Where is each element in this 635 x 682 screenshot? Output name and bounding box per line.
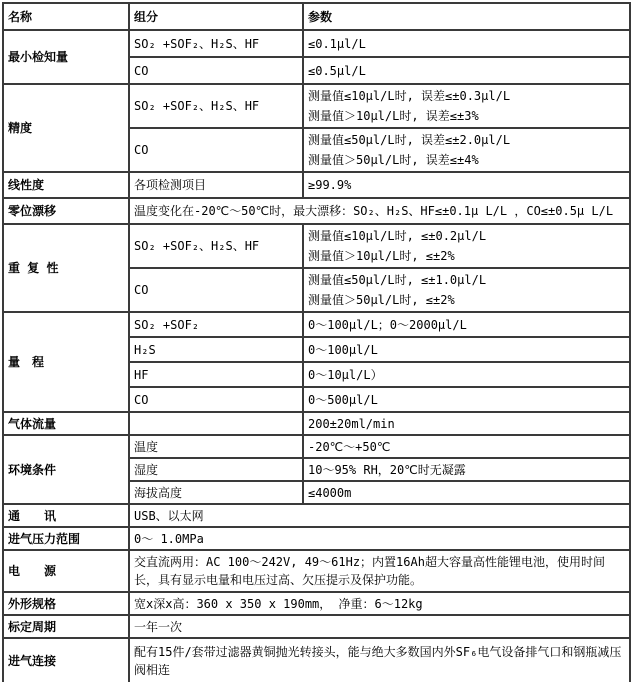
- table-row: [3, 198, 630, 224]
- accuracy-parameter-1: [303, 84, 630, 128]
- range-component-4: CO: [129, 387, 303, 412]
- inlet-pressure-parameter: 0～ 1.0MPa: [129, 527, 630, 550]
- repeatability-parameter-1: [303, 224, 630, 268]
- table-row: [3, 550, 630, 592]
- range-component-1: SO₂ +SOF₂: [129, 312, 303, 337]
- range-parameter-3: 0～10μl/L）: [303, 362, 630, 387]
- range-parameter-1: 0～100μl/L；0～2000μl/L: [303, 312, 630, 337]
- range-parameter-4: 0～500μl/L: [303, 387, 630, 412]
- accuracy-component-2: CO: [129, 128, 303, 172]
- range-parameter-2: 0～100μl/L: [303, 337, 630, 362]
- table-row: [3, 592, 630, 615]
- accuracy-parameter-2: [303, 128, 630, 172]
- environment-component-1: 温度: [129, 435, 303, 458]
- calibration-parameter: 一年一次: [129, 615, 630, 638]
- row-label-min-detect: 最小检知量: [3, 30, 129, 84]
- gas-flow-parameter: 200±20ml/min: [303, 412, 630, 435]
- row-label-gas-flow: 气体流量: [3, 412, 129, 435]
- column-header-component: 组分: [129, 3, 303, 30]
- row-label-dimensions: 外形规格: [3, 592, 129, 615]
- repeatability-parameter-1-line-1: 测量值≤10μl/L时, ≤±0.2μl/L: [308, 229, 487, 243]
- row-label-linearity: 线性度: [3, 172, 129, 198]
- zero-drift-parameter: 温度变化在-20℃～50℃时，最大漂移：SO₂、H₂S、HF≤±0.1μ L/L ，CO≤±0.5μ L/L: [129, 198, 630, 224]
- table-row: [3, 412, 630, 435]
- row-label-communication: 通 讯: [3, 504, 129, 527]
- row-label-environment: 环境条件: [3, 435, 129, 504]
- table-row: [3, 638, 630, 682]
- table-row: [3, 84, 630, 128]
- table-row: [3, 30, 630, 57]
- row-label-range: 量 程: [3, 312, 129, 412]
- inlet-connection-parameter: 配有15件/套带过滤器黄铜抛光转接头，能与绝大多数国内外SF₆电气设备排气口和钢瓶减压阀相连: [129, 638, 630, 682]
- power-parameter: 交直流两用：AC 100～242V, 49～61Hz；内置16Ah超大容量高性能锂电池，使用时间长，具有显示电量和电压过高、欠压提示及保护功能。: [129, 550, 630, 592]
- accuracy-component-1: SO₂ +SOF₂、H₂S、HF: [129, 84, 303, 128]
- spec-table: [2, 2, 631, 682]
- environment-parameter-3: ≤4000m: [303, 481, 630, 504]
- linearity-parameter: ≥99.9%: [303, 172, 630, 198]
- table-row: [3, 435, 630, 458]
- communication-parameter: USB、以太网: [129, 504, 630, 527]
- repeatability-component-2: CO: [129, 268, 303, 312]
- accuracy-parameter-1-line-1: 测量值≤10μl/L时, 误差≤±0.3μl/L: [308, 89, 511, 103]
- repeatability-parameter-1-line-2: 测量值＞10μl/L时, ≤±2%: [308, 249, 455, 263]
- environment-parameter-2: 10～95% RH，20℃时无凝露: [303, 458, 630, 481]
- table-row: [3, 224, 630, 268]
- row-label-power: 电 源: [3, 550, 129, 592]
- column-header-name: 名称: [3, 3, 129, 30]
- table-row: [3, 527, 630, 550]
- row-label-accuracy: 精度: [3, 84, 129, 172]
- dimensions-parameter: 宽x深x高：360 x 350 x 190mm， 净重：6～12kg: [129, 592, 630, 615]
- table-header-row: [3, 3, 630, 30]
- min-detect-component-2: CO: [129, 57, 303, 84]
- range-component-2: H₂S: [129, 337, 303, 362]
- gas-flow-component-empty: [129, 412, 303, 435]
- row-label-zero-drift: 零位漂移: [3, 198, 129, 224]
- table-row: [3, 504, 630, 527]
- linearity-component: 各项检测项目: [129, 172, 303, 198]
- repeatability-parameter-2-line-1: 测量值≤50μl/L时, ≤±1.0μl/L: [308, 273, 487, 287]
- table-row: [3, 615, 630, 638]
- environment-component-3: 海拔高度: [129, 481, 303, 504]
- row-label-calibration: 标定周期: [3, 615, 129, 638]
- row-label-inlet-pressure: 进气压力范围: [3, 527, 129, 550]
- min-detect-parameter-2: ≤0.5μl/L: [303, 57, 630, 84]
- row-label-repeatability: 重 复 性: [3, 224, 129, 312]
- table-row: [3, 312, 630, 337]
- environment-parameter-1: -20℃～+50℃: [303, 435, 630, 458]
- column-header-parameter: 参数: [303, 3, 630, 30]
- accuracy-parameter-1-line-2: 测量值＞10μl/L时, 误差≤±3%: [308, 109, 479, 123]
- min-detect-component-1: SO₂ +SOF₂、H₂S、HF: [129, 30, 303, 57]
- range-component-3: HF: [129, 362, 303, 387]
- repeatability-parameter-2: [303, 268, 630, 312]
- accuracy-parameter-2-line-1: 测量值≤50μl/L时, 误差≤±2.0μl/L: [308, 133, 511, 147]
- environment-component-2: 湿度: [129, 458, 303, 481]
- accuracy-parameter-2-line-2: 测量值＞50μl/L时, 误差≤±4%: [308, 153, 479, 167]
- row-label-inlet-connection: 进气连接: [3, 638, 129, 682]
- repeatability-parameter-2-line-2: 测量值＞50μl/L时, ≤±2%: [308, 293, 455, 307]
- min-detect-parameter-1: ≤0.1μl/L: [303, 30, 630, 57]
- repeatability-component-1: SO₂ +SOF₂、H₂S、HF: [129, 224, 303, 268]
- table-row: [3, 172, 630, 198]
